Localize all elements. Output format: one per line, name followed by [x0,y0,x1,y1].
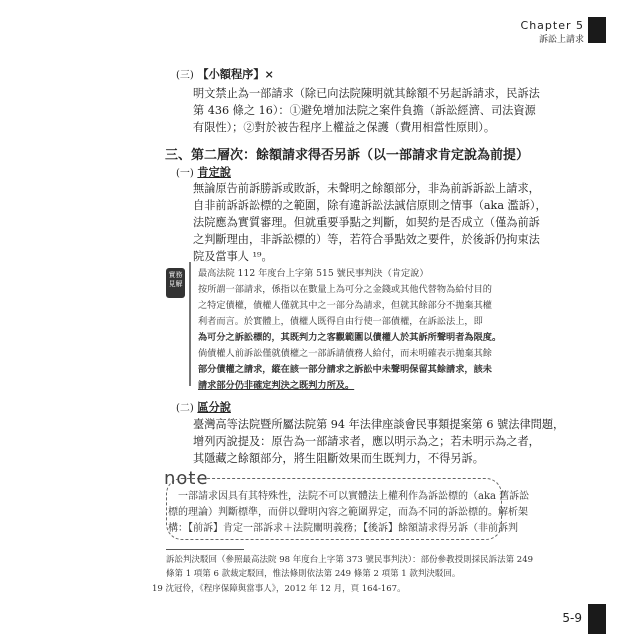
item-number: (一) [176,168,194,179]
chapter-label: Chapter 5 [520,19,584,32]
item-title: 【小額程序】× [197,67,274,81]
paragraph-line: 明文禁止為一部請求（除已向法院陳明就其餘額不另起訴請求，民訴法 [193,87,540,100]
practice-line: 倘債權人前訴訟僅就債權之一部訴請債務人給付，而未明確表示拋棄其餘 [198,348,492,359]
footnote-rule [166,549,244,550]
item-affirm-heading [176,164,231,180]
badge-line: 實務 [168,271,183,279]
paragraph-line: 有限性）；②對於被告程序上權益之保護（費用相當性原則）。 [193,121,496,134]
item-split-heading [176,399,231,415]
page-number: 5-9 [562,611,582,625]
item-number: (二) [176,403,194,414]
section-heading: 三、第二層次：餘額請求得否另訴（以一部請求肯定說為前提） [165,148,530,163]
item-title: 區分說 [197,400,231,414]
paragraph-line: 其隱藏之餘額部分，將生阻斷效果而生既判力，不得另訴。 [193,452,484,465]
practice-badge [166,268,185,298]
note-label: note [164,468,209,489]
paragraph-line: 臺灣高等法院暨所屬法院第 94 年法律座談會民事類提案第 6 號法律問題， [193,418,565,431]
paragraph-line: 無論原告前訴勝訴或敗訴，未聲明之餘額部分，非為前訴訴訟上請求， [193,182,540,195]
item-title: 肯定說 [197,165,231,179]
practice-heading: 最高法院 112 年度台上字第 515 號民事判決（肯定說） [198,268,429,279]
practice-line: 利者而言。於實體上，債權人既得自由行使一部債權，在訴訟法上，即 [198,316,483,327]
page-tab-marker [588,604,606,634]
footnote-line: 條第 1 項第 6 款裁定駁回，惟法條則依法第 249 條第 2 項第 1 款判決駁回。 [166,569,461,579]
paragraph-line: 法院應為實質審理。但就重要爭點之判斷，如契約是否成立（僅為前訴 [193,216,540,229]
note-line: 構：【前訴】肯定一部訴求＋法院闡明義務；【後訴】餘額請求得另訴（非前訴判 [168,523,518,534]
paragraph-line: 第 436 條之 16）：①避免增加法院之案件負擔（訴訟經濟、司法資源 [193,104,536,117]
footnote-19: 19 沈冠伶，《程序保障與當事人》，2012 年 12 月，頁 164-167。 [152,584,406,594]
practice-line: 請求部分仍非確定判決之既判力所及。 [198,380,355,391]
practice-rule [189,262,191,386]
note-line: 一部請求因具有其特殊性，法院不可以實體法上權利作為訴訟標的（aka 舊訴訟 [178,491,530,502]
paragraph-line: 增列丙說提及：原告為一部請求者，應以明示為之；若未明示為之者， [193,435,540,448]
header-tab-marker [588,17,606,43]
practice-line: 之特定債權，債權人僅就其中之一部分為請求，但就其餘部分不拋棄其權 [198,300,492,311]
paragraph-line: 自非前訴訴訟標的之範圍，除有違訴訟法誠信原則之情事（aka 濫訴）， [193,199,547,212]
paragraph-line: 院及當事人 ¹⁹。 [193,250,273,263]
practice-line: 按所謂一部請求，係指以在數量上為可分之金錢或其他代替物為給付目的 [198,284,492,295]
badge-line: 見解 [168,280,183,288]
practice-line: 部分債權之請求，縱在該一部分請求之訴訟中未聲明保留其餘請求，該未 [198,364,492,375]
item-small-claims-heading [176,66,274,82]
footnote-line: 訴訟判決駁回（參照最高法院 98 年度台上字第 373 號民事判決）：部份參教授則採民訴法第 249 [166,555,534,565]
item-number: (三) [176,70,194,81]
chapter-subtitle: 訴訟上請求 [538,35,584,45]
paragraph-line: 之判斷理由，非訴訟標的）等，若符合爭點效之要件，於後訴仍拘束法 [193,233,540,246]
practice-line: 為可分之訴訟標的，其既判力之客觀範圍以債權人於其訴所聲明者為限度。 [198,332,502,343]
note-line: 標的理論）判斷標準，而併以聲明內容之範圍界定，而為不同的訴訟標的。解析架 [168,507,528,518]
